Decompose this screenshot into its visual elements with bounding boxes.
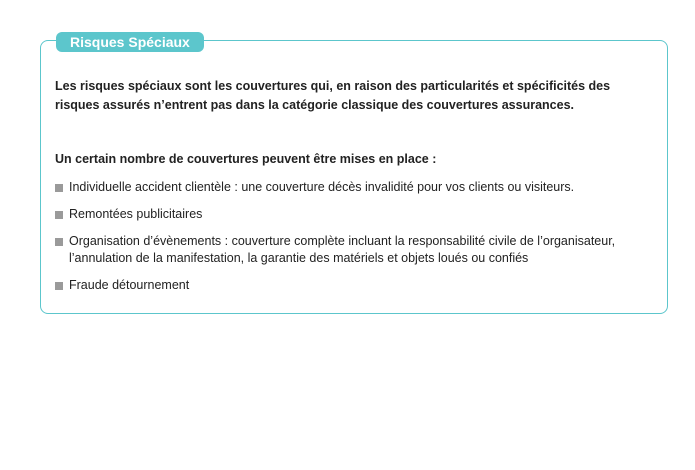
intro-paragraph: Les risques spéciaux sont les couvertures qui, en raison des particularités et spécificités des risques assurés n’entrent pas dans la catégorie classique des couvertures assurances. [55,79,611,112]
list-item-text: Fraude détournement [69,278,190,292]
risques-speciaux-card [40,34,668,314]
list-item-text: Individuelle accident clientèle : une couverture décès invalidité pour vos clients ou visiteurs. [69,180,575,194]
list-item-text: Remontées publicitaires [69,207,203,221]
square-bullet-icon [55,184,63,192]
section-title-tab: Risques Spéciaux [56,32,204,52]
list-item-fraude-detournement [55,277,655,294]
square-bullet-icon [55,282,63,290]
square-bullet-icon [55,211,63,219]
list-item-remontees-publicitaires [55,206,655,223]
coverage-list [55,179,655,304]
square-bullet-icon [55,238,63,246]
list-item-organisation-evenements [55,233,655,267]
list-item-individuelle-accident [55,179,655,196]
list-heading: Un certain nombre de couvertures peuvent être mises en place : [55,152,437,166]
list-item-text: Organisation d’évènements : couverture complète incluant la responsabilité civile de l’organisateur, l’annulation de la manifestation, la garantie des matériels et objets loués ou confiés [69,234,616,265]
